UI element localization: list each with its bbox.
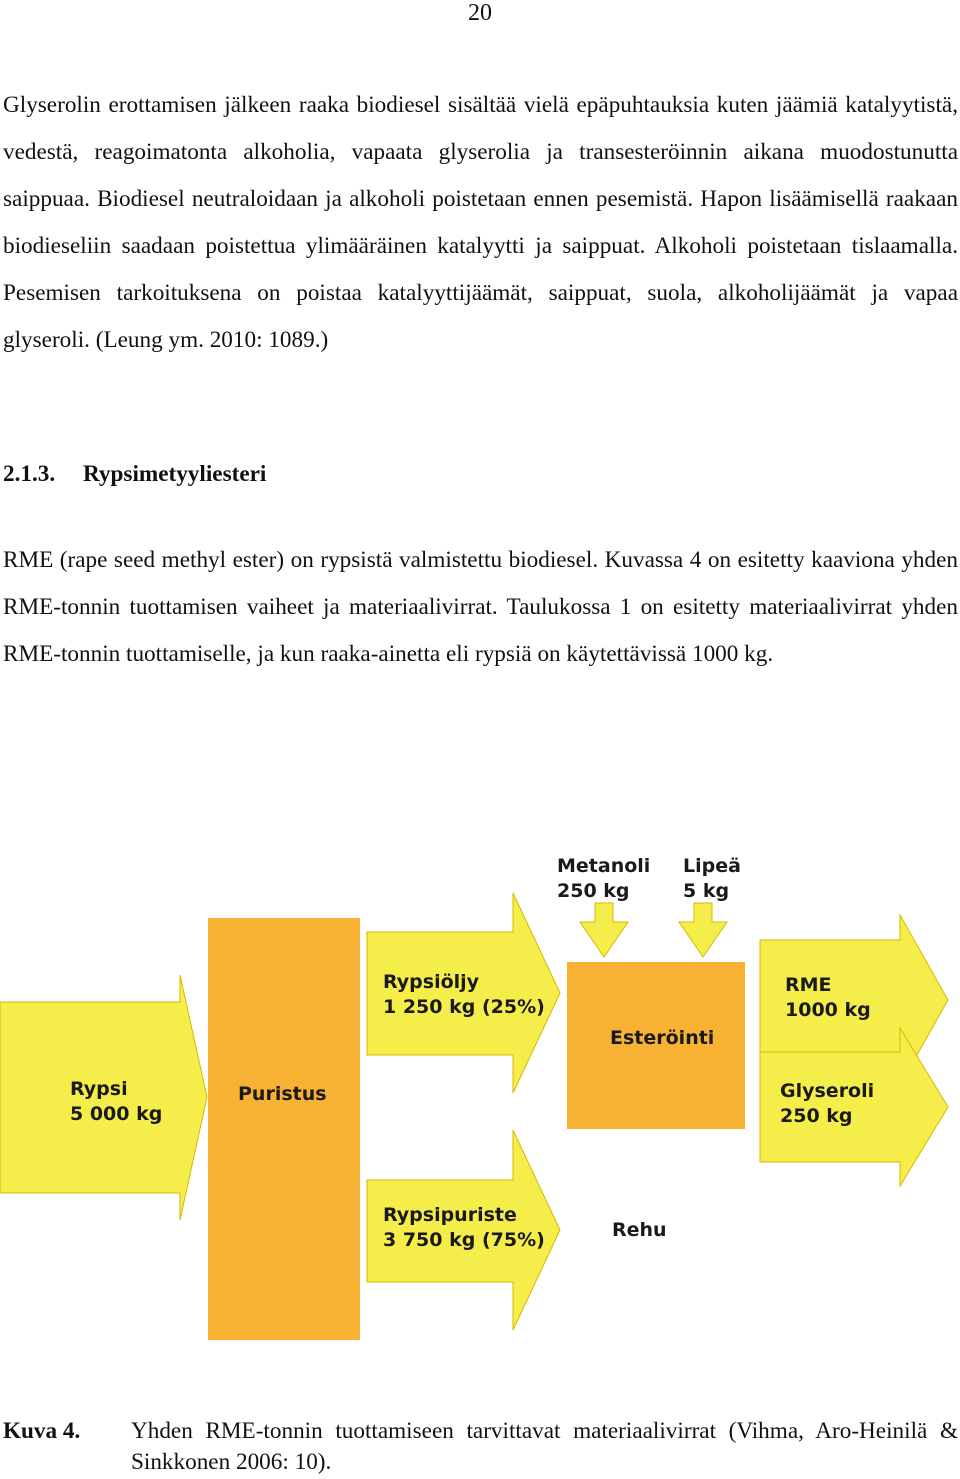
page-number: 20 <box>468 0 492 26</box>
arrow-rypsioljy <box>367 893 560 1093</box>
figure-caption-text: Yhden RME-tonnin tuottamiseen tarvittavat materiaalivirrat (Vihma, Aro-Heinilä & Sinkkonen 2006: 10). <box>131 1418 958 1475</box>
label-glyseroli-amount: 250 kg <box>780 1105 853 1127</box>
section-heading <box>3 454 266 494</box>
label-rypsipuriste-name: Rypsipuriste <box>383 1204 517 1226</box>
arrow-lipea-down <box>679 903 727 957</box>
label-rypsi-amount: 5 000 kg <box>70 1103 163 1125</box>
label-rypsi-name: Rypsi <box>70 1078 128 1100</box>
box-puristus <box>208 918 360 1340</box>
label-esterointi: Esteröinti <box>610 1027 715 1049</box>
label-rypsioljy-amount: 1 250 kg (25%) <box>383 996 545 1018</box>
figure-caption-label: Kuva 4. <box>3 1418 81 1444</box>
figure-caption <box>3 1416 958 1478</box>
label-metanoli-amount: 250 kg <box>557 880 630 902</box>
label-rypsioljy-name: Rypsiöljy <box>383 971 480 993</box>
section-number: 2.1.3. <box>3 461 56 487</box>
label-rehu: Rehu <box>612 1219 667 1241</box>
label-rypsipuriste-amount: 3 750 kg (75%) <box>383 1229 545 1251</box>
label-lipea-name: Lipeä <box>683 855 741 877</box>
section-title: Rypsimetyyliesteri <box>83 461 267 487</box>
label-lipea-amount: 5 kg <box>683 880 730 902</box>
label-puristus: Puristus <box>238 1083 327 1105</box>
paragraph-rme-intro: RME (rape seed methyl ester) on rypsistä valmistettu biodiesel. Kuvassa 4 on esitetty kaaviona yhden RME-tonnin tuottamisen vaiheet ja materiaalivirrat. Taulukossa 1 on esitetty materiaalivirrat yhden RME-tonnin tuottamiselle, ja kun raaka-ainetta eli rypsiä on käytettävissä 1000 kg. <box>3 547 958 667</box>
rme-flow-diagram <box>0 840 960 1340</box>
label-rme-amount: 1000 kg <box>785 999 871 1021</box>
label-glyseroli-name: Glyseroli <box>780 1080 875 1102</box>
arrow-metanoli-down <box>580 903 628 957</box>
label-rme-name: RME <box>785 974 832 996</box>
paragraph-glycerol-purification: Glyserolin erottamisen jälkeen raaka biodiesel sisältää vielä epäpuhtauksia kuten jäämiä katalyytistä, vedestä, reagoimatonta alkoholia, vapaata glyserolia ja transesteröinnin aikana muodostunutta saippuaa. Biodiesel neutraloidaan ja alkoholi poistetaan ennen pesemistä. Hapon lisäämisellä raakaan biodieseliin saadaan poistettua ylimääräinen katalyytti ja saippuat. Alkoholi poistetaan tislaamalla. Pesemisen tarkoituksena on poistaa katalyyttijäämät, saippuat, suola, alkoholijäämät ja vapaa glyseroli. (Leung ym. 2010: 1089.) <box>3 92 958 353</box>
label-metanoli-name: Metanoli <box>557 855 651 877</box>
